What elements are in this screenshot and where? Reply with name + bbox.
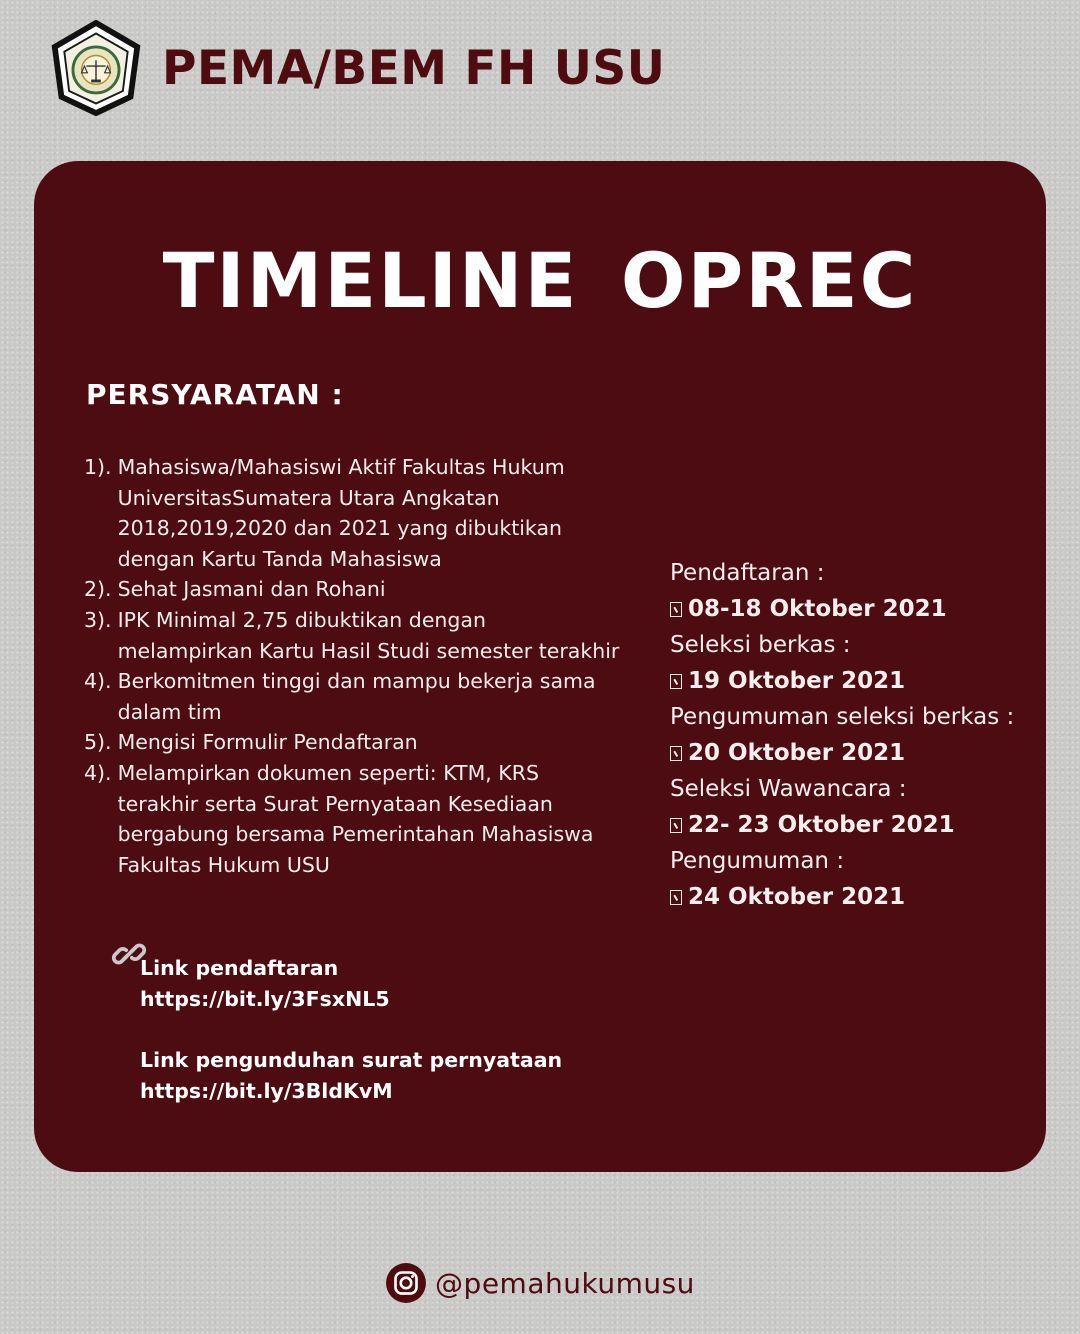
timeline-date-row	[670, 879, 1046, 915]
timeline-label: Pendaftaran :	[670, 560, 825, 586]
org-name: PEMA/BEM FH USU	[162, 40, 666, 96]
item-text: Melampirkan dokumen seperti: KTM, KRS terakhir serta Surat Pernyataan Kesediaan bergabung bersama Pemerintahan Mahasiswa Fakultas Hukum USU	[117, 760, 594, 877]
download-link-label: Link pengunduhan surat pernyataan	[140, 1048, 563, 1072]
timeline-label: Pengumuman :	[670, 848, 845, 874]
list-item	[84, 758, 664, 880]
list-item	[84, 574, 664, 605]
calendar-icon	[670, 890, 682, 905]
item-text: Mengisi Formulir Pendaftaran	[117, 730, 418, 755]
page-title: TIMELINE OPREC	[162, 236, 918, 325]
calendar-icon	[670, 674, 682, 689]
item-text: IPK Minimal 2,75 dibuktikan dengan melampirkan Kartu Hasil Studi semester terakhir	[117, 607, 620, 663]
timeline-date-row	[670, 591, 1046, 627]
requirements-heading: PERSYARATAN :	[86, 378, 344, 411]
registration-link-label: Link pendaftaran	[140, 956, 339, 980]
item-text: Mahasiswa/Mahasiswi Aktif Fakultas Hukum UniversitasSumatera Utara Angkatan 2018,2019,2020 dan 2021 yang dibuktikan dengan Kartu Tanda Mahasiswa	[117, 455, 565, 571]
list-item	[84, 605, 664, 666]
faculty-emblem-icon	[48, 20, 144, 116]
registration-link-block	[140, 953, 620, 1015]
item-number: 2).	[84, 577, 112, 602]
instagram-handle[interactable]: @pemahukumusu	[435, 1266, 695, 1300]
timeline-date-row	[670, 663, 1046, 699]
item-number: 3).	[84, 607, 112, 632]
item-text: Sehat Jasmani dan Rohani	[117, 577, 386, 602]
calendar-icon	[670, 818, 682, 833]
item-number: 5).	[84, 730, 112, 755]
list-item	[84, 452, 664, 574]
header	[48, 18, 665, 118]
timeline-date: 22- 23 Oktober 2021	[688, 812, 955, 838]
timeline-date: 24 Oktober 2021	[688, 884, 906, 910]
item-number: 4).	[84, 760, 112, 785]
timeline-date: 20 Oktober 2021	[688, 740, 906, 766]
item-number: 4).	[84, 669, 112, 694]
timeline-schedule	[670, 555, 1046, 915]
timeline-date-row	[670, 807, 1046, 843]
timeline-label: Seleksi Wawancara :	[670, 776, 907, 802]
requirements-list	[84, 452, 664, 880]
timeline-label: Seleksi berkas :	[670, 632, 851, 658]
timeline-date: 19 Oktober 2021	[688, 668, 906, 694]
timeline-date-row	[670, 735, 1046, 771]
footer	[0, 1262, 1080, 1304]
calendar-icon	[670, 746, 682, 761]
item-text: Berkomitmen tinggi dan mampu bekerja sama dalam tim	[117, 669, 596, 724]
list-item	[84, 727, 664, 758]
calendar-icon	[670, 602, 682, 617]
download-link-block	[140, 1045, 620, 1107]
instagram-icon[interactable]	[385, 1262, 427, 1304]
timeline-date: 08-18 Oktober 2021	[688, 596, 947, 622]
item-number: 1).	[84, 455, 112, 479]
registration-link-url[interactable]: https://bit.ly/3FsxNL5	[140, 987, 390, 1011]
list-item	[84, 666, 664, 727]
timeline-label: Pengumuman seleksi berkas :	[670, 704, 1015, 730]
download-link-url[interactable]: https://bit.ly/3BldKvM	[140, 1079, 393, 1103]
